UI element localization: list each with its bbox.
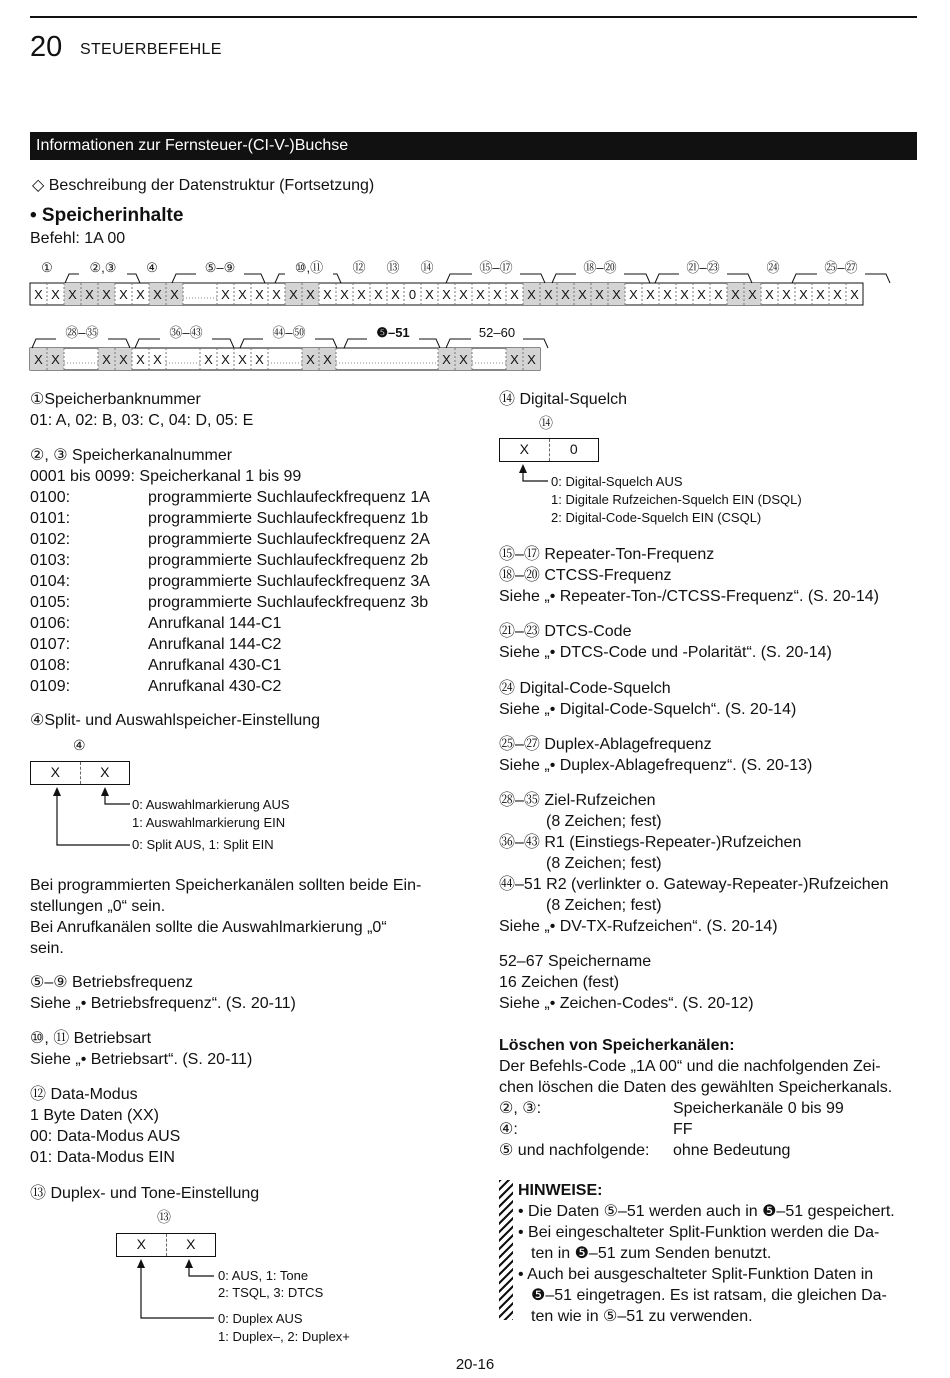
hint-title: HINWEISE: [518, 1182, 603, 1199]
row-code: 0102: [30, 531, 71, 548]
byte-cell: X [255, 352, 264, 367]
row-desc: Anrufkanal 430-C1 [148, 657, 282, 674]
byte-cell: X [166, 1234, 216, 1256]
ctcss-text: Siehe „• Repeater-Ton-/CTCSS-Frequenz“. (S. 20-14) [499, 588, 879, 605]
byte-cell: X [204, 352, 213, 367]
repeater-tone-title: ⑮–⑰ Repeater-Ton-Frequenz [499, 546, 715, 563]
data-mode-line: 1 Byte Daten (XX) [30, 1107, 159, 1124]
duplex-title: ⑬ Duplex- und Tone-Einstellung [30, 1185, 260, 1202]
byte-cell: X [136, 1236, 146, 1252]
hint-stripes [499, 1180, 513, 1320]
section-repeater-tone [499, 544, 879, 607]
split-note-2: 1: Auswahlmarkierung EIN [132, 815, 286, 830]
byte-cell: X [153, 352, 162, 367]
byte-cell: X [102, 287, 111, 302]
row-code: 0100: [30, 489, 71, 506]
byte-cell: X [476, 287, 485, 302]
byte-label: ⑫ [352, 260, 366, 275]
byte-cell: X [646, 287, 655, 302]
row-desc: FF [673, 1121, 693, 1138]
delete-line: Der Befehls-Code „1A 00“ und die nachfolgenden Zei- [499, 1058, 881, 1075]
byte-label: ⑩,⑪ [294, 260, 324, 275]
byte-cell: X [544, 287, 553, 302]
byte-cell: X [170, 287, 179, 302]
byte-cell: X [51, 287, 60, 302]
duplex-note-1: 0: AUS, 1: Tone [218, 1268, 309, 1283]
digital-squelch-note-1: 0: Digital-Squelch AUS [551, 474, 683, 489]
digital-squelch-note-2: 1: Digitale Rufzeichen-Squelch EIN (DSQL) [551, 492, 802, 507]
split-note-3: 0: Split AUS, 1: Split EIN [132, 837, 274, 852]
row-desc: ohne Bedeutung [673, 1142, 791, 1159]
byte-label: ㊹–㊿ [272, 325, 306, 340]
callsign-title: ㊱–㊸ R1 (Einstiegs-Repeater-)Rufzeichen [499, 834, 802, 851]
byte-label: ②,③ [89, 260, 117, 275]
callsign-text: Siehe „• DV-TX-Rufzeichen“. (S. 20-14) [499, 918, 778, 935]
byte-cell: X [340, 287, 349, 302]
byte-cell: X [612, 287, 621, 302]
row-code: ②, ③: [499, 1100, 542, 1117]
byte-cell: X [119, 352, 128, 367]
section-dcs [499, 678, 796, 720]
byte-cell: X [578, 287, 587, 302]
digital-squelch-note-3: 2: Digital-Code-Squelch EIN (CSQL) [551, 510, 762, 525]
byte-cell: X [221, 352, 230, 367]
ctcss-title: ⑱–⑳ CTCSS-Frequenz [499, 567, 672, 584]
byte-label: ㉑–㉓ [686, 260, 720, 275]
byte-cell: X [85, 287, 94, 302]
byte-cell: X [153, 287, 162, 302]
offset-text: Siehe „• Duplex-Ablagefrequenz“. (S. 20-13) [499, 757, 813, 774]
byte-cell: X [680, 287, 689, 302]
hint-line: • Die Daten ⑤–51 werden auch in ❺–51 gespeichert. [518, 1203, 895, 1220]
byte-label: 52–60 [478, 325, 516, 340]
byte-cell: X [850, 287, 859, 302]
callsign-title: ㉘–㉟ Ziel-Rufzeichen [499, 792, 656, 809]
frequency-title: ⑤–⑨ Betriebsfrequenz [30, 974, 193, 991]
data-mode-line: 00: Data-Modus AUS [30, 1128, 181, 1145]
section-memory-name [499, 951, 754, 1014]
hints-box [518, 1180, 895, 1327]
row-desc: programmierte Suchlaufeckfrequenz 3b [148, 594, 429, 611]
byte-cell: X [136, 352, 145, 367]
data-mode-line: 01: Data-Modus EIN [30, 1149, 175, 1166]
byte-cell: X [663, 287, 672, 302]
section-title: • Speicherinhalte [30, 205, 184, 226]
row-desc: programmierte Suchlaufeckfrequenz 1A [148, 489, 430, 506]
byte-cell: X [561, 287, 570, 302]
byte-label: ㉘–㉟ [65, 325, 99, 340]
byte-cell: X [391, 287, 400, 302]
split-para-line: Bei Anrufkanälen sollte die Auswahlmarkierung „0“ [30, 919, 387, 936]
split-para-line: sein. [30, 940, 64, 957]
dtcs-title: ㉑–㉓ DTCS-Code [499, 623, 632, 640]
digital-squelch-label: ⑭ [539, 415, 553, 431]
byte-cell: X [50, 764, 60, 780]
byte-cell: X [833, 287, 842, 302]
section-delete [499, 1035, 892, 1161]
byte-cell: X [306, 287, 315, 302]
byte-cell: X [510, 287, 519, 302]
dtcs-text: Siehe „• DTCS-Code und -Polarität“. (S. 20-14) [499, 644, 832, 661]
byte-cell: X [799, 287, 808, 302]
delete-line: chen löschen die Daten des gewählten Speicherkanals. [499, 1079, 893, 1096]
row-code: 0109: [30, 678, 71, 695]
byte-label: ㊱–㊸ [169, 325, 203, 340]
table-row [499, 1098, 892, 1119]
byte-label: ⑬ [386, 260, 400, 275]
byte-cell: 0 [549, 439, 599, 461]
byte-cell: X [493, 287, 502, 302]
row-code: 0104: [30, 573, 71, 590]
row-code: 0101: [30, 510, 71, 527]
byte-cell: X [425, 287, 434, 302]
byte-cell: X [289, 287, 298, 302]
section-offset [499, 734, 812, 776]
chapter-title: STEUERBEFEHLE [80, 41, 222, 58]
row-code: 0103: [30, 552, 71, 569]
row-desc: programmierte Suchlaufeckfrequenz 3A [148, 573, 430, 590]
byte-cell: X [374, 287, 383, 302]
byte-cell: X [731, 287, 740, 302]
memory-name-line: Siehe „• Zeichen-Codes“. (S. 20-12) [499, 995, 754, 1012]
byte-cell: X [272, 287, 281, 302]
hint-line: ten in ❺–51 zum Senden benutzt. [531, 1245, 772, 1262]
byte-cell: X [323, 352, 332, 367]
callsign-sub: (8 Zeichen; fest) [546, 813, 662, 830]
mode-text: Siehe „• Betriebsart“. (S. 20-11) [30, 1051, 253, 1068]
byte-cell: X [527, 287, 536, 302]
page-footer: 20-16 [455, 1356, 495, 1373]
duplex-box-label: ⑬ [157, 1209, 171, 1225]
byte-label: ㉔ [766, 260, 780, 275]
byte-label: ⑭ [420, 260, 434, 275]
byte-label: ① [41, 260, 53, 275]
callsign-sub: (8 Zeichen; fest) [546, 855, 662, 872]
byte-cell: X [748, 287, 757, 302]
dcs-text: Siehe „• Digital-Code-Squelch“. (S. 20-14) [499, 701, 797, 718]
byte-cell: 0 [408, 287, 417, 302]
hint-line: ❺–51 eingetragen. Es ist ratsam, die gleichen Da- [531, 1287, 887, 1304]
byte-label: ⑮–⑰ [479, 260, 513, 275]
row-code: 0108: [30, 657, 71, 674]
byte-label: ④ [146, 260, 158, 275]
hint-line: ten wie in ⑤–51 zu verwenden. [531, 1308, 753, 1325]
bank-title: ①Speicherbanknummer [30, 391, 201, 408]
byte-label: ⑤–⑨ [204, 260, 236, 275]
row-code: 0105: [30, 594, 71, 611]
byte-cell: X [595, 287, 604, 302]
row-desc: Anrufkanal 144-C2 [148, 636, 282, 653]
byte-cell: X [51, 352, 60, 367]
split-note-1: 0: Auswahlmarkierung AUS [132, 797, 290, 812]
split-title: ④Split- und Auswahlspeicher-Einstellung [30, 712, 321, 729]
byte-label: ❺–51 [376, 325, 410, 340]
byte-cell: X [306, 352, 315, 367]
memory-name-line: 16 Zeichen (fest) [499, 974, 620, 991]
bank-text: 01: A, 02: B, 03: C, 04: D, 05: E [30, 412, 254, 429]
byte-cell: X [357, 287, 366, 302]
byte-cell: X [255, 287, 264, 302]
byte-cell: X [782, 287, 791, 302]
byte-cell: X [323, 287, 332, 302]
byte-cell: X [459, 352, 468, 367]
subsection-title: ◇ Beschreibung der Datenstruktur (Fortsetzung) [32, 177, 375, 194]
channel-first: 0001 bis 0099: Speicherkanal 1 bis 99 [30, 468, 302, 485]
command-code: Befehl: 1A 00 [30, 230, 126, 247]
callsign-title: ㊹–51 R2 (verlinkter o. Gateway-Repeater-)Rufzeichen [499, 876, 889, 893]
row-code: ⑤ und nachfolgende: [499, 1142, 650, 1159]
duplex-note-4: 1: Duplex–, 2: Duplex+ [218, 1329, 350, 1344]
table-row [499, 1140, 892, 1161]
byte-cell: X [80, 762, 130, 784]
byte-cell: X [816, 287, 825, 302]
memory-name-title: 52–67 Speichername [499, 953, 652, 970]
byte-cell: X [459, 287, 468, 302]
row-code: 0107: [30, 636, 71, 653]
byte-cell: X [68, 287, 77, 302]
byte-cell: X [34, 287, 43, 302]
byte-cell: X [629, 287, 638, 302]
byte-cell: X [119, 287, 128, 302]
byte-cell: X [238, 352, 247, 367]
byte-cell: X [519, 441, 529, 457]
byte-cell: X [34, 352, 43, 367]
byte-cell: X [136, 287, 145, 302]
byte-cell: X [714, 287, 723, 302]
offset-title: ㉕–㉗ Duplex-Ablagefrequenz [499, 736, 712, 753]
byte-cell: X [238, 287, 247, 302]
byte-label: ㉕–㉗ [824, 260, 858, 275]
channel-title: ②, ③ Speicherkanalnummer [30, 447, 233, 464]
byte-cell: X [102, 352, 111, 367]
split-para-line: stellungen „0“ sein. [30, 898, 166, 915]
byte-label: ⑱–⑳ [583, 260, 617, 275]
frequency-text: Siehe „• Betriebsfrequenz“. (S. 20-11) [30, 995, 296, 1012]
row-desc: Anrufkanal 144-C1 [148, 615, 282, 632]
delete-title: Löschen von Speicherkanälen: [499, 1037, 735, 1054]
row-code: ④: [499, 1121, 518, 1138]
hint-line: • Bei eingeschalteter Split-Funktion werden die Da- [518, 1224, 880, 1241]
row-desc: programmierte Suchlaufeckfrequenz 2b [148, 552, 429, 569]
duplex-note-3: 0: Duplex AUS [218, 1311, 303, 1326]
row-code: 0106: [30, 615, 71, 632]
split-para-line: Bei programmierten Speicherkanälen sollten beide Ein- [30, 877, 422, 894]
data-mode-title: ⑫ Data-Modus [30, 1086, 138, 1103]
dcs-title: ㉔ Digital-Code-Squelch [499, 680, 671, 697]
byte-cell: X [510, 352, 519, 367]
byte-cell: X [527, 352, 536, 367]
byte-cell: X [765, 287, 774, 302]
table-row [499, 1119, 892, 1140]
section-dtcs [499, 621, 832, 663]
row-desc: Anrufkanal 430-C2 [148, 678, 282, 695]
byte-cell: X [697, 287, 706, 302]
hint-line: • Auch bei ausgeschalteter Split-Funktion Daten in [518, 1266, 874, 1283]
mode-title: ⑩, ⑪ Betriebsart [30, 1030, 152, 1047]
byte-cell: X [221, 287, 230, 302]
byte-cell: X [442, 287, 451, 302]
row-desc: programmierte Suchlaufeckfrequenz 1b [148, 510, 429, 527]
row-desc: programmierte Suchlaufeckfrequenz 2A [148, 531, 430, 548]
row-desc: Speicherkanäle 0 bis 99 [673, 1100, 844, 1117]
callsign-sub: (8 Zeichen; fest) [546, 897, 662, 914]
section-callsigns [499, 790, 889, 937]
page-number: 20 [30, 31, 63, 63]
section-banner: Informationen zur Fernsteuer-(CI-V-)Buchse [30, 132, 917, 160]
split-box-label: ④ [73, 737, 86, 753]
duplex-note-2: 2: TSQL, 3: DTCS [218, 1285, 324, 1300]
byte-cell: X [442, 352, 451, 367]
digital-squelch-title: ⑭ Digital-Squelch [499, 391, 628, 408]
